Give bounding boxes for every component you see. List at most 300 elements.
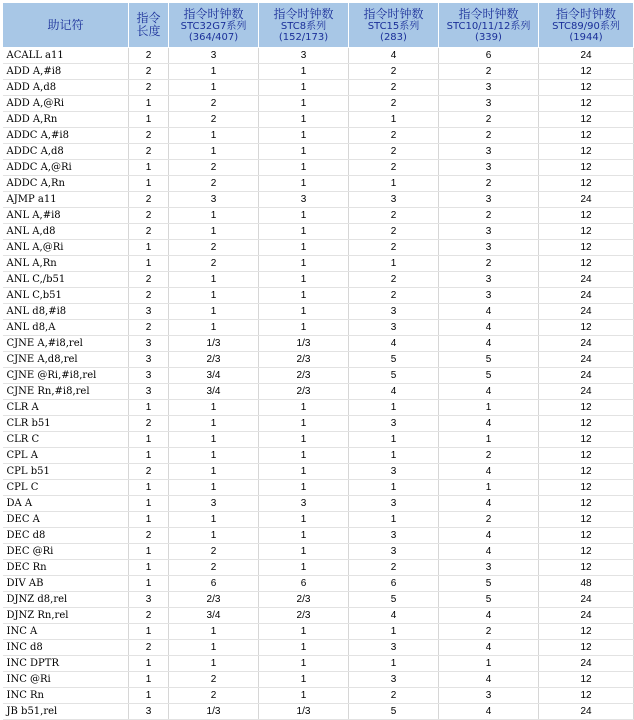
cell-mnemonic: CPL C (3, 480, 129, 496)
table-row (3, 336, 634, 352)
cell-stc15: 1 (349, 448, 439, 464)
cell-mnemonic: DA A (3, 496, 129, 512)
cell-mnemonic: DJNZ d8,rel (3, 592, 129, 608)
cell-stc10-11-12: 2 (439, 208, 539, 224)
cell-stc8: 1 (259, 80, 349, 96)
cell-stc89-90: 12 (539, 112, 634, 128)
cell-stc15: 2 (349, 272, 439, 288)
cell-stc8: 1/3 (259, 704, 349, 720)
cell-stc89-90: 12 (539, 176, 634, 192)
cell-mnemonic: DIV AB (3, 576, 129, 592)
table-row (3, 480, 634, 496)
cell-stc15: 4 (349, 608, 439, 624)
cell-stc15: 3 (349, 192, 439, 208)
header-stc10-11-12-line1: 指令时钟数 (458, 6, 519, 21)
table-row (3, 352, 634, 368)
cell-stc89-90: 24 (539, 352, 634, 368)
cell-stc89-90: 24 (539, 704, 634, 720)
cell-stc32g7: 2 (169, 176, 259, 192)
cell-stc10-11-12: 5 (439, 352, 539, 368)
cell-stc32g7: 2 (169, 544, 259, 560)
header-stc89-90-line1: 指令时钟数 (555, 6, 616, 21)
cell-stc32g7: 3 (169, 48, 259, 64)
cell-stc32g7: 2 (169, 256, 259, 272)
cell-length: 2 (129, 528, 169, 544)
cell-stc89-90: 12 (539, 512, 634, 528)
table-row (3, 304, 634, 320)
cell-stc8: 1 (259, 160, 349, 176)
cell-length: 1 (129, 544, 169, 560)
cell-stc10-11-12: 4 (439, 496, 539, 512)
cell-mnemonic: DEC d8 (3, 528, 129, 544)
cell-stc89-90: 12 (539, 464, 634, 480)
cell-length: 1 (129, 576, 169, 592)
cell-stc10-11-12: 4 (439, 320, 539, 336)
cell-stc10-11-12: 3 (439, 192, 539, 208)
header-stc32g7-line1: 指令时钟数 (183, 6, 244, 21)
cell-stc32g7: 1 (169, 320, 259, 336)
cell-stc15: 2 (349, 688, 439, 704)
cell-stc89-90: 48 (539, 576, 634, 592)
cell-stc10-11-12: 2 (439, 256, 539, 272)
cell-stc10-11-12: 5 (439, 576, 539, 592)
cell-stc8: 1 (259, 128, 349, 144)
cell-length: 2 (129, 640, 169, 656)
cell-mnemonic: ANL d8,#i8 (3, 304, 129, 320)
cell-mnemonic: INC @Ri (3, 672, 129, 688)
cell-stc15: 5 (349, 352, 439, 368)
cell-stc15: 3 (349, 320, 439, 336)
table-row (3, 608, 634, 624)
cell-stc89-90: 24 (539, 656, 634, 672)
cell-stc32g7: 1 (169, 624, 259, 640)
cell-stc32g7: 1 (169, 528, 259, 544)
cell-length: 2 (129, 464, 169, 480)
cell-stc10-11-12: 1 (439, 656, 539, 672)
header-stc15-line1: 指令时钟数 (363, 6, 424, 21)
cell-stc10-11-12: 2 (439, 176, 539, 192)
cell-stc32g7: 1 (169, 656, 259, 672)
cell-length: 1 (129, 112, 169, 128)
cell-length: 1 (129, 560, 169, 576)
header-stc15-line2: STC15系列 (367, 20, 420, 32)
cell-stc8: 1 (259, 640, 349, 656)
table-row (3, 640, 634, 656)
cell-stc32g7: 2 (169, 672, 259, 688)
header-stc15 (349, 3, 439, 48)
cell-stc89-90: 24 (539, 192, 634, 208)
cell-mnemonic: CJNE A,d8,rel (3, 352, 129, 368)
cell-stc89-90: 12 (539, 64, 634, 80)
cell-stc15: 2 (349, 160, 439, 176)
cell-stc8: 1 (259, 96, 349, 112)
cell-stc32g7: 1 (169, 64, 259, 80)
cell-mnemonic: ANL A,Rn (3, 256, 129, 272)
cell-mnemonic: ADD A,d8 (3, 80, 129, 96)
table-row (3, 208, 634, 224)
cell-length: 2 (129, 208, 169, 224)
cell-length: 1 (129, 176, 169, 192)
cell-mnemonic: ADDC A,Rn (3, 176, 129, 192)
cell-stc32g7: 6 (169, 576, 259, 592)
cell-stc15: 1 (349, 256, 439, 272)
cell-length: 1 (129, 96, 169, 112)
cell-stc10-11-12: 4 (439, 464, 539, 480)
cell-mnemonic: DEC Rn (3, 560, 129, 576)
cell-length: 3 (129, 336, 169, 352)
cell-stc8: 3 (259, 192, 349, 208)
cell-stc8: 1 (259, 624, 349, 640)
cell-stc89-90: 12 (539, 448, 634, 464)
cell-length: 1 (129, 656, 169, 672)
table-row (3, 64, 634, 80)
cell-stc10-11-12: 3 (439, 80, 539, 96)
cell-stc32g7: 2 (169, 112, 259, 128)
cell-stc32g7: 3 (169, 496, 259, 512)
cell-stc89-90: 12 (539, 256, 634, 272)
table-row (3, 400, 634, 416)
table-row (3, 128, 634, 144)
cell-stc32g7: 1 (169, 416, 259, 432)
header-stc15-line3: (283) (380, 31, 407, 43)
cell-stc15: 2 (349, 224, 439, 240)
cell-stc15: 2 (349, 240, 439, 256)
cell-stc8: 1 (259, 432, 349, 448)
cell-stc15: 5 (349, 592, 439, 608)
cell-stc89-90: 12 (539, 80, 634, 96)
cell-stc8: 1 (259, 176, 349, 192)
cell-stc8: 1 (259, 320, 349, 336)
cell-stc15: 3 (349, 544, 439, 560)
cell-stc32g7: 1/3 (169, 704, 259, 720)
cell-stc15: 3 (349, 416, 439, 432)
cell-stc10-11-12: 3 (439, 240, 539, 256)
cell-stc32g7: 1 (169, 464, 259, 480)
cell-mnemonic: INC A (3, 624, 129, 640)
cell-length: 3 (129, 704, 169, 720)
cell-mnemonic: ADDC A,d8 (3, 144, 129, 160)
header-stc89-90 (539, 3, 634, 48)
table-row (3, 512, 634, 528)
cell-stc89-90: 24 (539, 592, 634, 608)
cell-mnemonic: CJNE Rn,#i8,rel (3, 384, 129, 400)
cell-stc15: 2 (349, 208, 439, 224)
cell-stc32g7: 2 (169, 96, 259, 112)
cell-stc10-11-12: 1 (439, 432, 539, 448)
cell-stc8: 1 (259, 208, 349, 224)
cell-stc10-11-12: 3 (439, 96, 539, 112)
cell-stc89-90: 12 (539, 688, 634, 704)
table-body (3, 48, 634, 720)
cell-stc89-90: 24 (539, 368, 634, 384)
cell-stc15: 2 (349, 80, 439, 96)
table-row (3, 656, 634, 672)
table-row (3, 192, 634, 208)
cell-stc10-11-12: 4 (439, 384, 539, 400)
table-row (3, 272, 634, 288)
cell-length: 2 (129, 272, 169, 288)
cell-stc89-90: 12 (539, 400, 634, 416)
cell-stc8: 2/3 (259, 592, 349, 608)
cell-stc8: 1 (259, 288, 349, 304)
cell-mnemonic: DEC A (3, 512, 129, 528)
cell-stc89-90: 12 (539, 320, 634, 336)
instruction-timing-table (2, 2, 634, 720)
table-row (3, 688, 634, 704)
table-row (3, 448, 634, 464)
cell-length: 2 (129, 48, 169, 64)
cell-stc10-11-12: 6 (439, 48, 539, 64)
cell-stc10-11-12: 4 (439, 672, 539, 688)
table-row (3, 560, 634, 576)
cell-stc15: 1 (349, 400, 439, 416)
cell-stc15: 2 (349, 96, 439, 112)
cell-stc10-11-12: 3 (439, 688, 539, 704)
cell-stc8: 1 (259, 672, 349, 688)
table-row (3, 368, 634, 384)
cell-stc10-11-12: 5 (439, 368, 539, 384)
cell-stc15: 5 (349, 704, 439, 720)
cell-stc15: 3 (349, 672, 439, 688)
header-length-line1: 指令 (136, 11, 161, 25)
cell-stc8: 6 (259, 576, 349, 592)
cell-mnemonic: ADD A,Rn (3, 112, 129, 128)
cell-stc8: 1 (259, 256, 349, 272)
cell-length: 1 (129, 672, 169, 688)
cell-stc89-90: 12 (539, 544, 634, 560)
cell-stc10-11-12: 3 (439, 144, 539, 160)
cell-stc8: 1 (259, 656, 349, 672)
cell-stc10-11-12: 2 (439, 128, 539, 144)
cell-length: 3 (129, 352, 169, 368)
table-row (3, 48, 634, 64)
cell-stc89-90: 12 (539, 128, 634, 144)
cell-stc8: 1 (259, 448, 349, 464)
cell-stc8: 1 (259, 400, 349, 416)
cell-stc8: 2/3 (259, 608, 349, 624)
cell-mnemonic: CLR C (3, 432, 129, 448)
cell-stc89-90: 12 (539, 160, 634, 176)
cell-stc32g7: 3/4 (169, 384, 259, 400)
cell-length: 1 (129, 400, 169, 416)
cell-length: 2 (129, 320, 169, 336)
cell-mnemonic: JB b51,rel (3, 704, 129, 720)
cell-stc15: 1 (349, 656, 439, 672)
cell-stc10-11-12: 3 (439, 224, 539, 240)
table-row (3, 704, 634, 720)
header-stc8-line2: STC8系列 (280, 20, 327, 32)
cell-stc8: 2/3 (259, 384, 349, 400)
cell-stc89-90: 12 (539, 416, 634, 432)
cell-stc8: 1 (259, 560, 349, 576)
cell-mnemonic: ADDC A,#i8 (3, 128, 129, 144)
cell-length: 3 (129, 368, 169, 384)
cell-stc89-90: 12 (539, 144, 634, 160)
cell-mnemonic: ANL A,d8 (3, 224, 129, 240)
cell-stc8: 1 (259, 64, 349, 80)
cell-stc89-90: 24 (539, 272, 634, 288)
table-row (3, 256, 634, 272)
cell-stc8: 1 (259, 544, 349, 560)
cell-mnemonic: DJNZ Rn,rel (3, 608, 129, 624)
cell-mnemonic: ANL A,@Ri (3, 240, 129, 256)
cell-stc32g7: 1 (169, 272, 259, 288)
cell-stc32g7: 1 (169, 128, 259, 144)
header-stc8-line1: 指令时钟数 (273, 6, 334, 21)
table-row (3, 224, 634, 240)
cell-stc89-90: 12 (539, 240, 634, 256)
cell-stc89-90: 12 (539, 560, 634, 576)
cell-stc10-11-12: 4 (439, 528, 539, 544)
cell-stc89-90: 12 (539, 96, 634, 112)
cell-length: 1 (129, 480, 169, 496)
cell-stc10-11-12: 2 (439, 448, 539, 464)
cell-stc8: 1 (259, 240, 349, 256)
cell-stc15: 2 (349, 144, 439, 160)
cell-stc89-90: 12 (539, 496, 634, 512)
cell-stc8: 1 (259, 304, 349, 320)
cell-stc8: 1 (259, 112, 349, 128)
table-row (3, 320, 634, 336)
cell-stc8: 1 (259, 512, 349, 528)
cell-stc10-11-12: 4 (439, 704, 539, 720)
cell-mnemonic: ADDC A,@Ri (3, 160, 129, 176)
header-mnemonic (3, 3, 129, 48)
cell-stc32g7: 1 (169, 208, 259, 224)
cell-stc89-90: 12 (539, 672, 634, 688)
cell-stc15: 4 (349, 48, 439, 64)
header-row (3, 3, 634, 48)
header-stc89-90-line3: (1944) (569, 31, 603, 43)
cell-length: 1 (129, 256, 169, 272)
cell-stc32g7: 1 (169, 144, 259, 160)
cell-mnemonic: DEC @Ri (3, 544, 129, 560)
cell-mnemonic: INC Rn (3, 688, 129, 704)
cell-stc8: 1 (259, 480, 349, 496)
cell-stc10-11-12: 3 (439, 272, 539, 288)
cell-mnemonic: INC d8 (3, 640, 129, 656)
cell-stc10-11-12: 1 (439, 400, 539, 416)
header-stc32g7-line3: (364/407) (188, 31, 239, 43)
cell-length: 2 (129, 192, 169, 208)
cell-stc32g7: 3/4 (169, 608, 259, 624)
cell-stc10-11-12: 4 (439, 608, 539, 624)
cell-stc15: 1 (349, 176, 439, 192)
cell-length: 1 (129, 432, 169, 448)
cell-stc15: 4 (349, 384, 439, 400)
cell-stc15: 3 (349, 496, 439, 512)
cell-mnemonic: CJNE A,#i8,rel (3, 336, 129, 352)
cell-length: 2 (129, 608, 169, 624)
cell-stc15: 3 (349, 640, 439, 656)
cell-length: 1 (129, 160, 169, 176)
cell-stc89-90: 12 (539, 208, 634, 224)
cell-length: 2 (129, 224, 169, 240)
cell-stc89-90: 24 (539, 48, 634, 64)
cell-length: 2 (129, 80, 169, 96)
cell-mnemonic: ANL A,#i8 (3, 208, 129, 224)
table-row (3, 576, 634, 592)
cell-stc10-11-12: 2 (439, 112, 539, 128)
cell-mnemonic: AJMP a11 (3, 192, 129, 208)
cell-stc10-11-12: 3 (439, 160, 539, 176)
table-row (3, 464, 634, 480)
cell-stc32g7: 1 (169, 432, 259, 448)
cell-stc32g7: 2 (169, 240, 259, 256)
cell-stc15: 2 (349, 128, 439, 144)
cell-stc10-11-12: 2 (439, 512, 539, 528)
table-row (3, 112, 634, 128)
cell-stc15: 6 (349, 576, 439, 592)
table-row (3, 80, 634, 96)
table-row (3, 144, 634, 160)
header-stc10-11-12-line3: (339) (475, 31, 502, 43)
cell-length: 2 (129, 64, 169, 80)
cell-stc32g7: 1 (169, 512, 259, 528)
cell-stc15: 1 (349, 112, 439, 128)
cell-stc32g7: 2/3 (169, 352, 259, 368)
cell-stc32g7: 1 (169, 288, 259, 304)
cell-stc32g7: 1 (169, 640, 259, 656)
cell-stc89-90: 12 (539, 640, 634, 656)
cell-stc15: 1 (349, 512, 439, 528)
cell-mnemonic: ANL C,/b51 (3, 272, 129, 288)
cell-stc32g7: 1 (169, 224, 259, 240)
cell-mnemonic: CLR A (3, 400, 129, 416)
cell-stc8: 1 (259, 688, 349, 704)
table-row (3, 160, 634, 176)
cell-stc8: 1 (259, 528, 349, 544)
cell-stc89-90: 24 (539, 304, 634, 320)
cell-mnemonic: ADD A,#i8 (3, 64, 129, 80)
header-stc32g7 (169, 3, 259, 48)
table-row (3, 672, 634, 688)
cell-mnemonic: CJNE @Ri,#i8,rel (3, 368, 129, 384)
header-stc89-90-line2: STC89/90系列 (552, 20, 620, 32)
cell-stc32g7: 2 (169, 560, 259, 576)
header-length-line2: 长度 (136, 24, 161, 38)
cell-stc32g7: 1 (169, 400, 259, 416)
header-length (129, 3, 169, 48)
cell-length: 1 (129, 240, 169, 256)
table-row (3, 496, 634, 512)
table-row (3, 416, 634, 432)
cell-stc15: 1 (349, 480, 439, 496)
cell-length: 2 (129, 288, 169, 304)
cell-stc8: 1 (259, 224, 349, 240)
cell-mnemonic: ADD A,@Ri (3, 96, 129, 112)
cell-stc15: 2 (349, 560, 439, 576)
table-row (3, 240, 634, 256)
cell-stc10-11-12: 4 (439, 336, 539, 352)
cell-stc32g7: 3/4 (169, 368, 259, 384)
cell-stc89-90: 24 (539, 288, 634, 304)
cell-stc8: 2/3 (259, 368, 349, 384)
cell-stc89-90: 24 (539, 384, 634, 400)
cell-stc15: 1 (349, 432, 439, 448)
cell-stc32g7: 1 (169, 448, 259, 464)
cell-stc32g7: 1 (169, 80, 259, 96)
cell-mnemonic: CPL b51 (3, 464, 129, 480)
cell-stc32g7: 2/3 (169, 592, 259, 608)
cell-stc15: 4 (349, 336, 439, 352)
header-mnemonic-line1: 助记符 (47, 17, 84, 32)
table-row (3, 624, 634, 640)
cell-stc32g7: 1 (169, 304, 259, 320)
cell-stc32g7: 3 (169, 192, 259, 208)
header-stc8 (259, 3, 349, 48)
cell-stc89-90: 12 (539, 624, 634, 640)
